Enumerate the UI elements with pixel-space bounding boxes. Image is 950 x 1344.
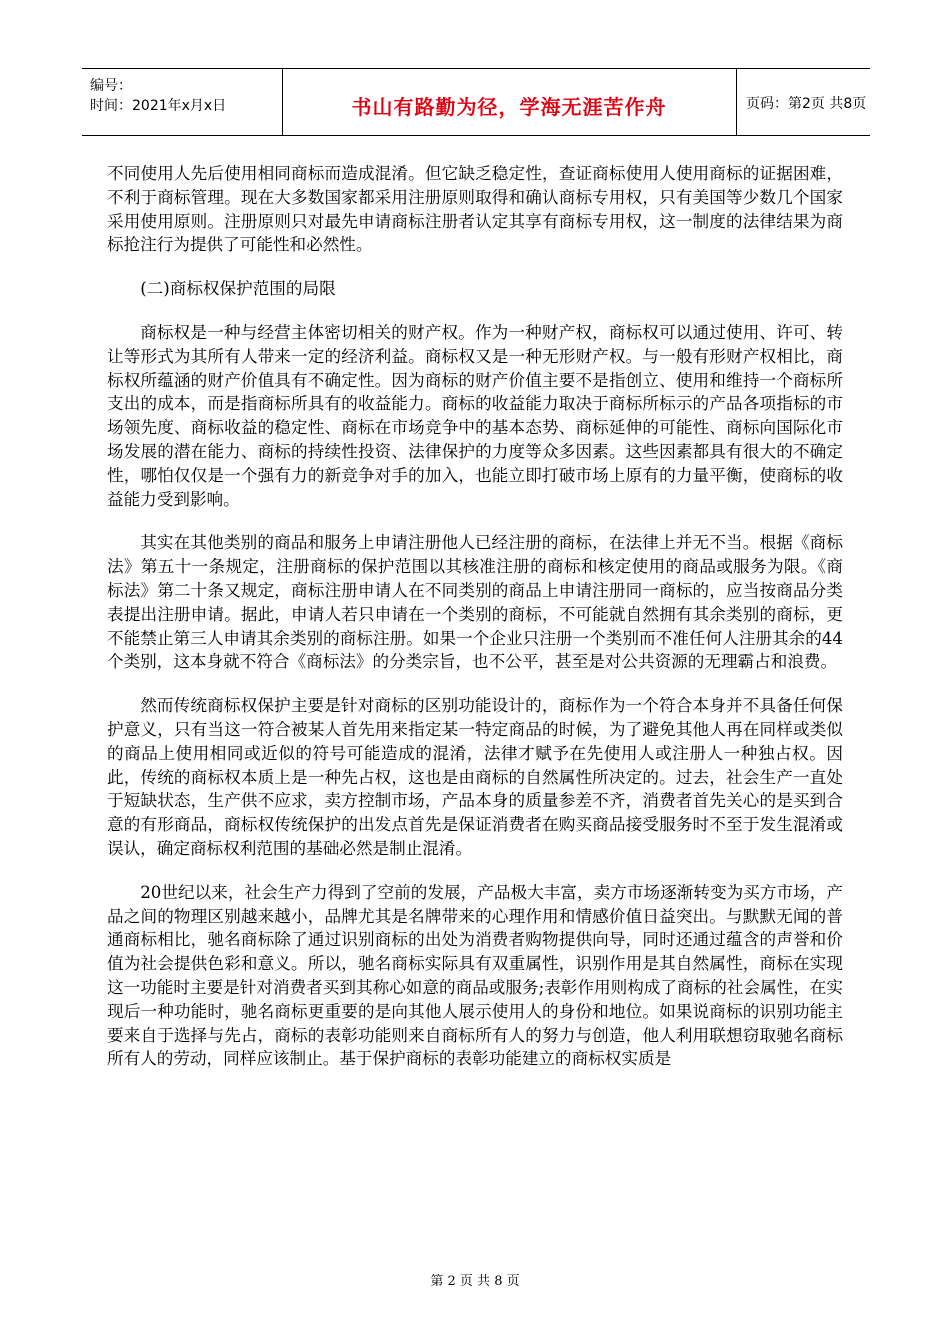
page-footer: 第 2 页 共 8 页 [430,1274,520,1289]
paragraph-continuation: 不同使用人先后使用相同商标而造成混淆。但它缺乏稳定性，查证商标使用人使用商标的证据困难，不利于商标管理。现在大多数国家都采用注册原则取得和确认商标专用权，只有美国等少数几个国家采用使用原则。注册原则只对最先申请商标注册者认定其享有商标专用权，这一制度的法律结果为商标抢注行为提供了可能性和必然性。 [107,164,843,255]
paragraph: 商标权是一种与经营主体密切相关的财产权。作为一种财产权，商标权可以通过使用、许可、转让等形式为其所有人带来一定的经济利益。商标权又是一种无形财产权。与一般有形财产权相比，商标权所蕴涵的财产价值具有不确定性。因为商标的财产价值主要不是指创立、使用和维持一个商标所支出的成本，而是指商标所具有的收益能力。商标的收益能力取决于商标所标示的产品各项指标的市场领先度、商标收益的稳定性、商标在市场竞争中的基本态势、商标延伸的可能性、商标向国际化市场发展的潜在能力、商标的持续性投资、法律保护的力度等众多因素。这些因素都具有很大的不确定性，哪怕仅仅是一个强有力的新竞争对手的加入，也能立即打破市场上原有的力量平衡，使商标的收益能力受到影响。 [107,322,843,509]
paragraph: 20世纪以来，社会生产力得到了空前的发展，产品极大丰富，卖方市场逐渐转变为买方市场，产品之间的物理区别越来越小，品牌尤其是名牌带来的心理作用和情感价值日益突出。与默默无闻的普通商标相比，驰名商标除了通过识别商标的出处为消费者购物提供向导，同时还通过蕴含的声誉和价值为社会提供色彩和意义。所以，驰名商标实际具有双重属性，识别作用是其自然属性，商标在实现这一功能时主要是针对消费者买到其称心如意的商品或服务;表彰作用则构成了商标的社会属性，在实现后一种功能时，驰名商标更重要的是向其他人展示使用人的身份和地位。如果说商标的识别功能主要来自于选择与先占，商标的表彰功能则来自商标所有人的努力与创造，他人利用联想窃取驰名商标所有人的劳动，同样应该制止。基于保护商标的表彰功能建立的商标权实质是 [107,882,843,1069]
paragraph: 然而传统商标权保护主要是针对商标的区别功能设计的，商标作为一个符合本身并不具备任何保护意义，只有当这一符合被某人首先用来指定某一特定商品的时候，为了避免其他人再在同样或类似的商品上使用相同或近似的符号可能造成的混淆，法律才赋予在先使用人或注册人一种独占权。因此，传统的商标权本质上是一种先占权，这也是由商标的自然属性所决定的。过去，社会生产一直处于短缺状态，生产供不应求，卖方控制市场，产品本身的质量参差不齐，消费者首先关心的是买到合意的有形商品，商标权传统保护的出发点首先是保证消费者在购买商品接受服务时不至于发生混淆或误认，确定商标权利范围的基础必然是制止混淆。 [107,696,843,858]
header-motto-cell [282,69,737,135]
motto-text: 书山有路勤为径，学海无涯苦作舟 [351,95,667,119]
header-page-cell [736,69,870,135]
paragraph: 其实在其他类别的商品和服务上申请注册他人已经注册的商标，在法律上并无不当。根据《商标法》第五十一条规定，注册商标的保护范围以其核准注册的商标和核定使用的商品或服务为限。《商标法》第二十条又规定，商标注册申请人在不同类别的商品上申请注册同一商标的，应当按商品分类表提出注册申请。据此，申请人若只申请在一个类别的商标，不可能就自然拥有其余类别的商标，更不能禁止第三人申请其余类别的商标注册。如果一个企业只注册一个类别而不准任何人注册其余的44个类别，这本身就不符合《商标法》的分类宗旨，也不公平，甚至是对公共资源的无理霸占和浪费。 [107,533,843,672]
document-header [82,68,870,136]
header-meta-cell [82,69,283,135]
document-body [107,162,843,1091]
date-label: 时间：2021年x月x日 [90,98,227,114]
page-code: 页码：第2页 共8页 [746,96,867,112]
serial-number-label: 编号： [90,78,132,94]
section-heading: (二)商标权保护范围的局限 [140,279,336,299]
